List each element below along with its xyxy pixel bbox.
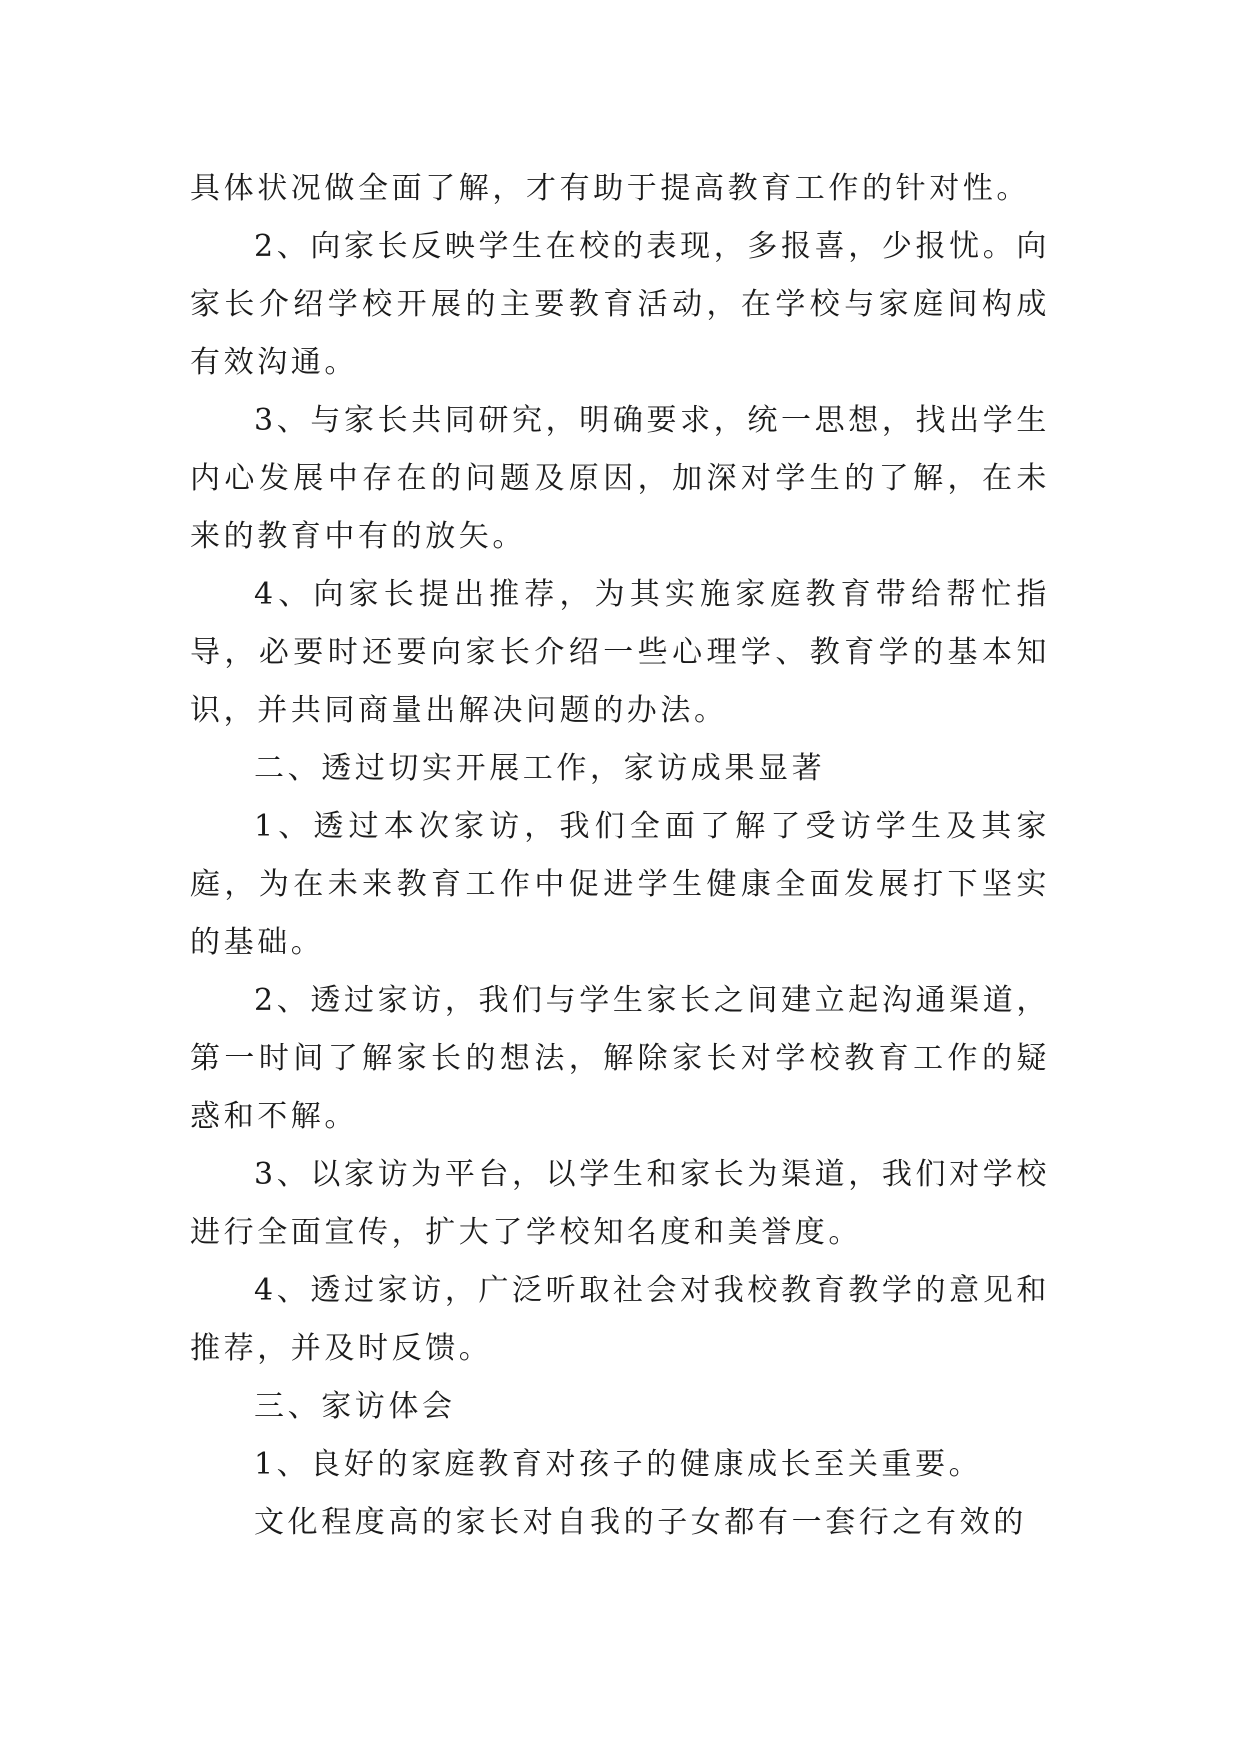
paragraph: 2、透过家访，我们与学生家长之间建立起沟通渠道，第一时间了解家长的想法，解除家长对学校教育工作的疑惑和不解。 — [190, 983, 1050, 1134]
paragraph: 3、与家长共同研究，明确要求，统一思想，找出学生内心发展中存在的问题及原因，加深对学生的了解，在未来的教育中有的放矢。 — [190, 403, 1050, 554]
paragraph: 4、透过家访，广泛听取社会对我校教育教学的意见和推荐，并及时反馈。 — [190, 1273, 1050, 1366]
paragraph: 4、向家长提出推荐，为其实施家庭教育带给帮忙指导，必要时还要向家长介绍一些心理学、教育学的基本知识，并共同商量出解决问题的办法。 — [190, 577, 1050, 728]
paragraph: 文化程度高的家长对自我的子女都有一套行之有效的 — [254, 1505, 1027, 1540]
paragraph: 2、向家长反映学生在校的表现，多报喜，少报忧。向家长介绍学校开展的主要教育活动，在学校与家庭间构成有效沟通。 — [190, 229, 1050, 380]
paragraph: 1、透过本次家访，我们全面了解了受访学生及其家庭，为在未来教育工作中促进学生健康全面发展打下坚实的基础。 — [190, 809, 1050, 960]
section-heading: 三、家访体会 — [254, 1389, 456, 1424]
paragraph: 1、良好的家庭教育对孩子的健康成长至关重要。 — [254, 1447, 983, 1482]
section-heading: 二、透过切实开展工作，家访成果显著 — [254, 751, 826, 786]
paragraph: 具体状况做全面了解，才有助于提高教育工作的针对性。 — [190, 171, 1030, 206]
paragraph: 3、以家访为平台，以学生和家长为渠道，我们对学校进行全面宣传，扩大了学校知名度和美誉度。 — [190, 1157, 1050, 1250]
document-body — [190, 160, 1050, 1552]
